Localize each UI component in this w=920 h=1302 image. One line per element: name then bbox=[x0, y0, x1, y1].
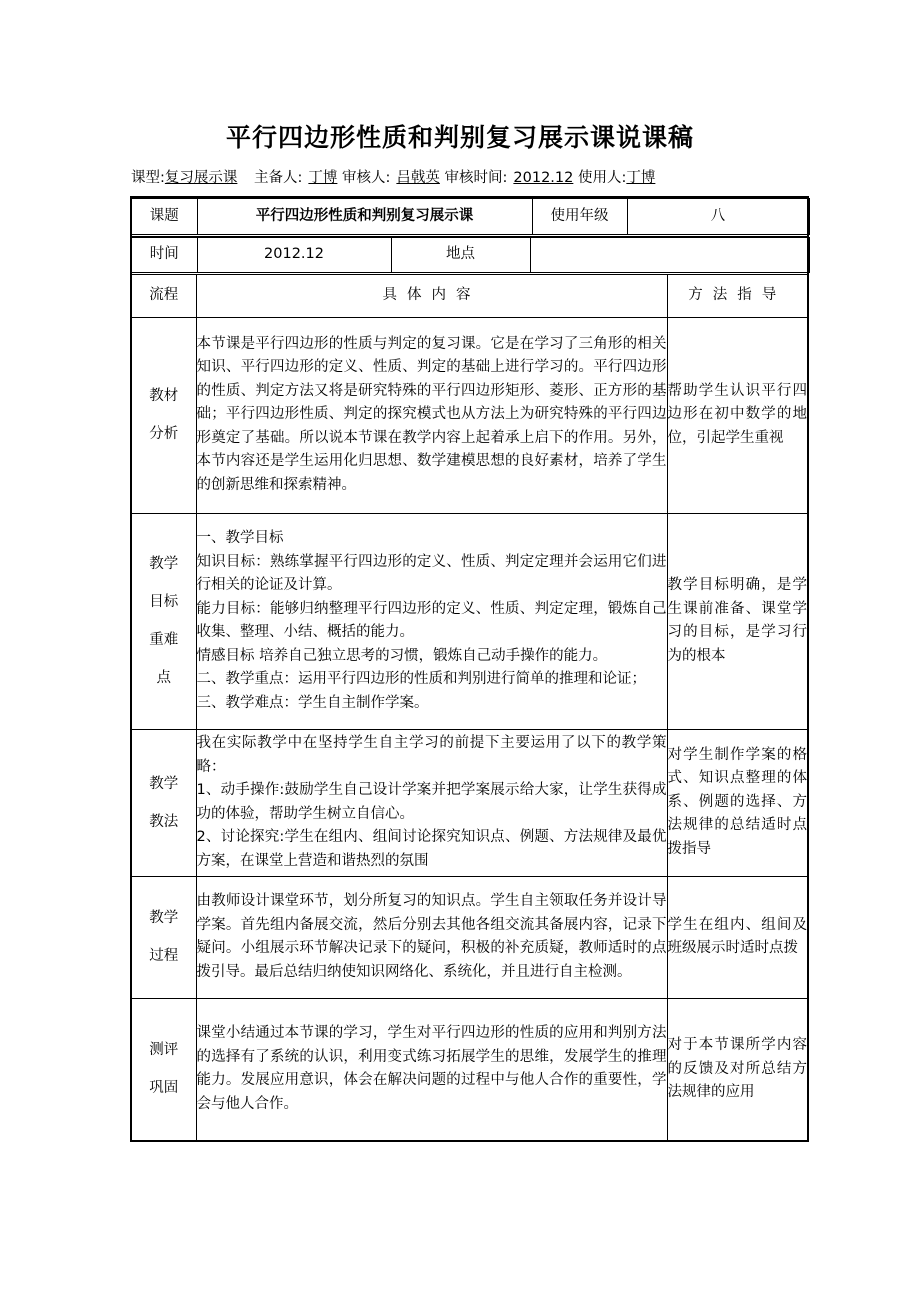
meta-line bbox=[131, 166, 811, 187]
row-content: 本节课是平行四边形的性质与判定的复习课。它是在学习了三角形的相关知识、平行四边形的定义、性质、判定的基础上进行学习的。平行四边形的性质、判定方法又将是研究特殊的平行四边形矩形、菱形、正方形的基础；平行四边形性质、判定的探究模式也从方法上为研究特殊的平行四边形奠定了基础。所以说本节课在教学内容上起着承上启下的作用。另外，本节内容还是学生运用化归思想、数学建模思想的良好素材，培养了学生的创新思维和探索精神。 bbox=[196, 317, 667, 513]
grade-value: 八 bbox=[627, 199, 809, 235]
review-time-value: 2012.12 bbox=[513, 170, 574, 186]
table-row bbox=[131, 876, 808, 998]
row-content: 一、教学目标 知识目标：熟练掌握平行四边形的定义、性质、判定定理并会运用它们进行相关的论证及计算。 能力目标：能够归纳整理平行四边形的定义、性质、判定定理，锻炼自己收集、整理、小结、概括的能力。 情感目标 培养自己独立思考的习惯，锻炼自己动手操作的能力。 二、教学重点：运用平行四边形的性质和判别进行简单的推理和论证； 三、教学难点：学生自主制作学案。 bbox=[196, 513, 667, 729]
place-label: 地点 bbox=[391, 238, 530, 273]
row-method: 帮助学生认识平行四边形在初中数学的地位，引起学生重视 bbox=[667, 317, 808, 513]
row-label: 教学 教法 bbox=[131, 729, 196, 876]
table-row bbox=[131, 513, 808, 729]
table-row bbox=[131, 317, 808, 513]
time-row bbox=[131, 236, 808, 274]
lesson-table bbox=[130, 196, 809, 1142]
time-value: 2012.12 bbox=[197, 238, 391, 273]
place-value bbox=[530, 238, 809, 273]
preparer-value: 丁博 bbox=[308, 170, 338, 186]
row-content: 我在实际教学中在坚持学生自主学习的前提下主要运用了以下的教学策略： 1、动手操作:鼓励学生自己设计学案并把学案展示给大家，让学生获得成功的体验，帮助学生树立自信心。 2、讨论探究:学生在组内、组间讨论探究知识点、例题、方法规律及最优方案，在课堂上营造和谐热烈的氛围 bbox=[196, 729, 667, 876]
row-method: 对学生制作学案的格式、知识点整理的体系、例题的选择、方法规律的总结适时点拨指导 bbox=[667, 729, 808, 876]
table-row bbox=[131, 729, 808, 876]
row-label: 教材 分析 bbox=[131, 317, 196, 513]
grade-label: 使用年级 bbox=[532, 199, 627, 235]
process-header: 流程 bbox=[131, 274, 196, 317]
user-label: 使用人: bbox=[577, 170, 627, 186]
reviewer-label: 审核人: bbox=[342, 170, 391, 186]
row-method: 对于本节课所学内容的反馈及对所总结方法规律的应用 bbox=[667, 998, 808, 1141]
topic-value: 平行四边形性质和判别复习展示课 bbox=[197, 199, 532, 235]
method-header: 方法指导 bbox=[667, 274, 808, 317]
row-method: 学生在组内、组间及班级展示时适时点拨 bbox=[667, 876, 808, 998]
row-label: 测评 巩固 bbox=[131, 998, 196, 1141]
row-content: 由教师设计课堂环节，划分所复习的知识点。学生自主领取任务并设计导学案。首先组内备展交流，然后分别去其他各组交流其备展内容，记录下疑问。小组展示环节解决记录下的疑问，积极的补充质疑，教师适时的点拨引导。最后总结归纳使知识网络化、系统化，并且进行自主检测。 bbox=[196, 876, 667, 998]
row-label: 教学 过程 bbox=[131, 876, 196, 998]
row-content: 课堂小结通过本节课的学习，学生对平行四边形的性质的应用和判别方法的选择有了系统的认识，利用变式练习拓展学生的思维，发展学生的推理能力。发展应用意识，体会在解决问题的过程中与他人合作的重要性，学会与他人合作。 bbox=[196, 998, 667, 1141]
topic-row bbox=[131, 197, 808, 236]
topic-label: 课题 bbox=[132, 199, 197, 235]
row-label: 教学 目标 重难 点 bbox=[131, 513, 196, 729]
row-method: 教学目标明确，是学生课前准备、课堂学习的目标，是学习行为的根本 bbox=[667, 513, 808, 729]
user-value: 丁博 bbox=[626, 170, 656, 186]
reviewer-value: 吕戟英 bbox=[396, 170, 440, 186]
time-label: 时间 bbox=[132, 238, 197, 273]
document-title: 平行四边形性质和判别复习展示课说课稿 bbox=[225, 123, 694, 152]
type-label: 课型: bbox=[131, 170, 165, 186]
content-header: 具体内容 bbox=[196, 274, 667, 317]
table-row bbox=[131, 998, 808, 1141]
preparer-label: 主备人: bbox=[254, 170, 303, 186]
review-time-label: 审核时间: bbox=[444, 170, 508, 186]
type-value: 复习展示课 bbox=[164, 170, 238, 186]
